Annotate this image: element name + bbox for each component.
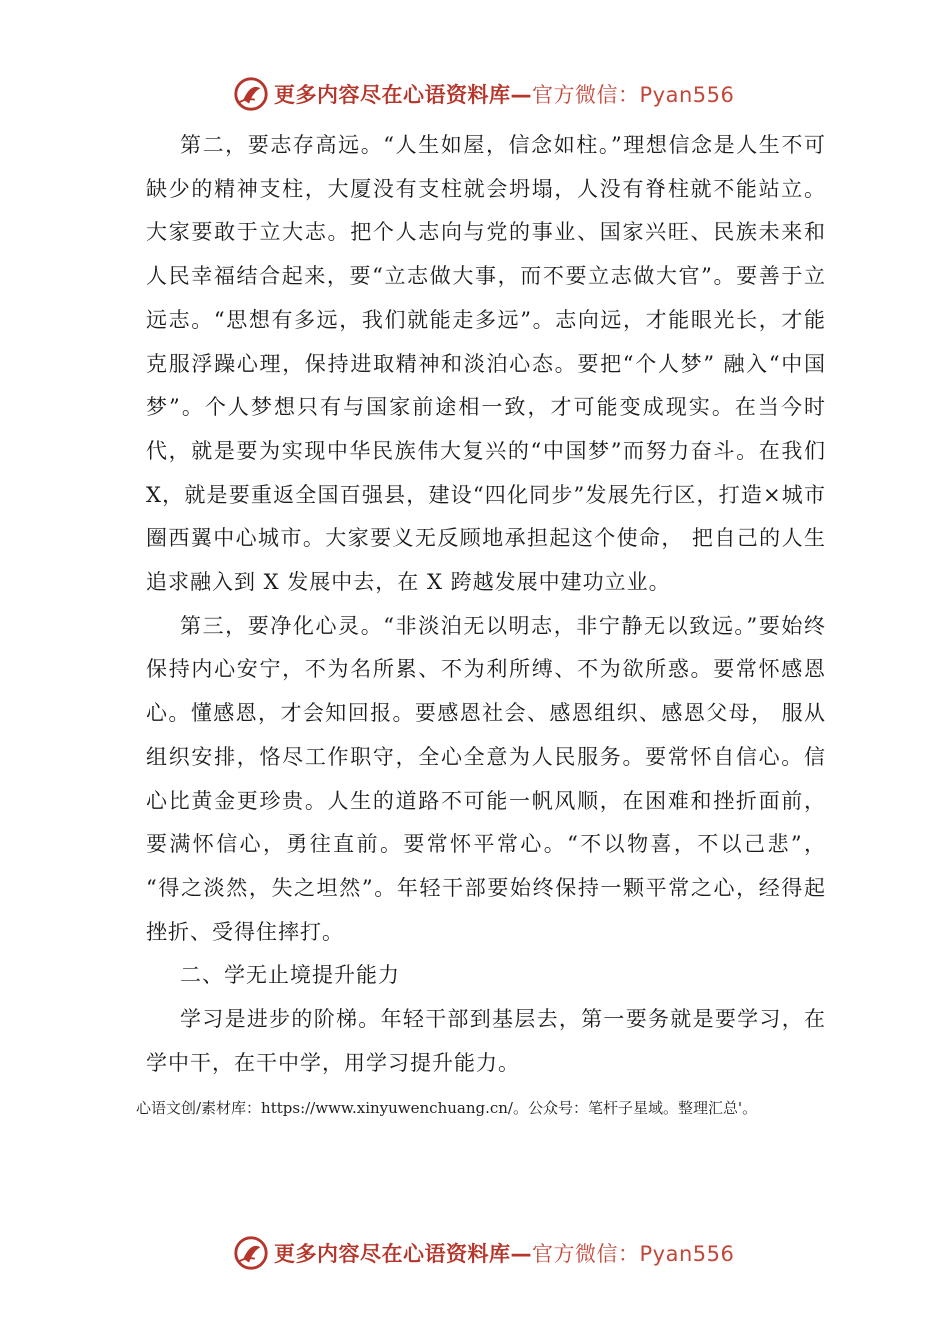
banner-text: 更多内容尽在心语资料库—官方微信：Pyan556	[274, 1242, 735, 1266]
footer-banner	[232, 1233, 734, 1273]
paragraph: 第二，要志存高远。“人生如屋，信念如柱。”理想信念是人生不可缺少的精神支柱，大厦没有支柱就会坍塌，人没有脊柱就不能站立。大家要敢于立大志。把个人志向与党的事业、国家兴旺、民族未来和人民幸福结合起来，要“立志做大事，而不要立志做大官”。要善于立远志。“思想有多远，我们就能走多远”。志向远，才能眼光长，才能克服浮躁心理，保持进取精神和淡泊心态。要把“个人梦” 融入“中国梦”。个人梦想只有与国家前途相一致，才可能变成现实。在当今时代，就是要为实现中华民族伟大复兴的“中国梦”而努力奋斗。在我们X，就是要重返全国百强县，建设“四化同步”发展先行区，打造×城市圈西翼中心城市。大家要义无反顾地承担起这个使命， 把自己的人生追求融入到 X 发展中去，在 X 跨越发展中建功立业。	[146, 133, 826, 595]
section-heading: 二、学无止境提升能力	[180, 963, 400, 988]
banner-wechat: 官方微信：Pyan556	[532, 83, 735, 107]
document-body	[146, 124, 826, 1085]
paragraph: 第三，要净化心灵。“非淡泊无以明志，非宁静无以致远。”要始终保持内心安宁，不为名所累、不为利所缚、不为欲所惑。要常怀感恩心。懂感恩，才会知回报。要感恩社会、感恩组织、感恩父母， 服从组织安排，恪尽工作职守，全心全意为人民服务。要常怀自信心。信心比黄金更珍贵。人生的道路不可能一帆风顺，在困难和挫折面前， 要满怀信心，勇往直前。要常怀平常心。“不以物喜，不以己悲”， “得之淡然，失之坦然”。年轻干部要始终保持一颗平常之心，经得起挫折、受得住摔打。	[146, 613, 826, 944]
paragraph: 学习是进步的阶梯。年轻干部到基层去，第一要务就是要学习，在学中干，在干中学，用学习提升能力。	[146, 1007, 826, 1075]
banner-text: 更多内容尽在心语资料库—官方微信：Pyan556	[274, 83, 735, 107]
source-note: 心语文创/素材库：https://www.xinyuwenchuang.cn/。公众号：笔杆子星域。整理汇总'。	[136, 1099, 758, 1117]
header-banner	[232, 74, 734, 114]
brand-logo-icon	[232, 1234, 270, 1272]
banner-wechat: 官方微信：Pyan556	[532, 1242, 735, 1266]
brand-logo-icon	[232, 75, 270, 113]
